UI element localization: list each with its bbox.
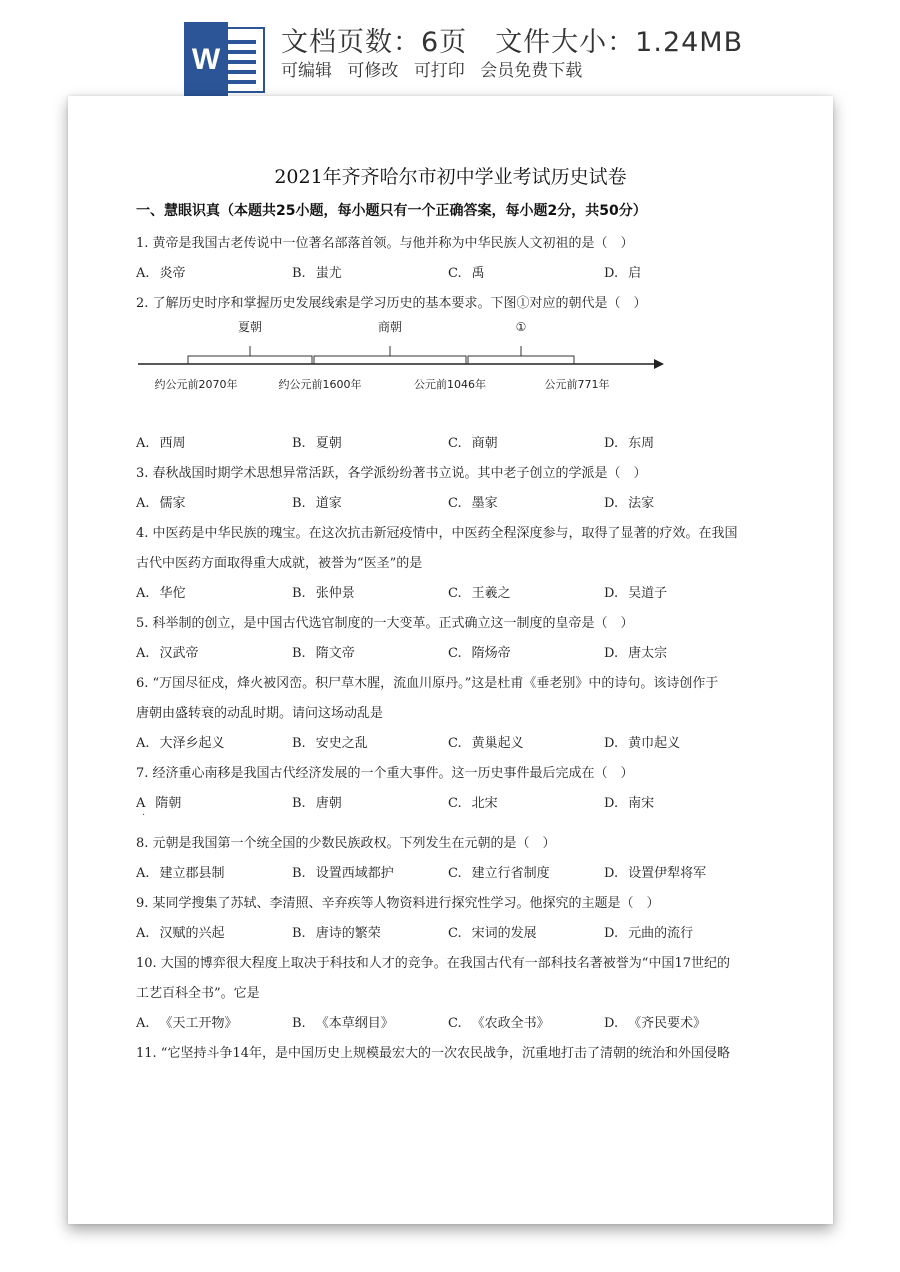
question-4-cont: 古代中医药方面取得重大成就，被誉为“医圣”的是 [136, 556, 423, 571]
options-5 [136, 642, 756, 662]
tag-member-download: 会员免费下载 [480, 61, 583, 81]
question-5: 5. 科举制的创立，是中国古代选官制度的一大变革。正式确立这一制度的皇帝是（ ） [136, 616, 634, 631]
tag-modifiable: 可修改 [347, 61, 399, 81]
option-a: A. 汉武帝 [136, 646, 199, 661]
timeline-date-4: 公元前771年 [544, 378, 610, 391]
stray-dot: · [142, 810, 146, 821]
timeline-period-xia: 夏朝 [237, 320, 263, 334]
svg-text:W: W [191, 43, 221, 76]
question-6: 6. “万国尽征戍，烽火被冈峦。积尸草木腥，流血川原丹。”这是杜甫《垂老别》中的诗句。该诗创作于 [136, 676, 719, 691]
options-9 [136, 922, 756, 942]
option-b: B. 《本草纲目》 [292, 1016, 394, 1031]
option-b: B. 张仲景 [292, 586, 355, 601]
option-d: D. 吴道子 [604, 586, 668, 601]
option-b: B. 蚩尤 [292, 266, 342, 281]
option-b: B. 设置西域都护 [292, 866, 394, 881]
option-c: C. 禹 [448, 266, 485, 281]
question-4: 4. 中医药是中华民族的瑰宝。在这次抗击新冠疫情中，中医药全程深度参与，取得了显著的疗效。在我国 [136, 526, 738, 541]
section-heading: 一、慧眼识真（本题共25小题，每小题只有一个正确答案，每小题2分，共50分） [136, 203, 647, 219]
option-d: D. 东周 [604, 436, 655, 451]
question-3: 3. 春秋战国时期学术思想异常活跃，各学派纷纷著书立说。其中老子创立的学派是（ ） [136, 466, 647, 481]
question-1: 1. 黄帝是我国古老传说中一位著名部落首领。与他并称为中华民族人文初祖的是（ ） [136, 236, 634, 251]
file-info [281, 20, 743, 59]
option-d: D. 设置伊犁将军 [604, 866, 707, 881]
dynasty-timeline [136, 314, 676, 394]
options-6 [136, 732, 756, 752]
document-page [68, 96, 833, 1224]
question-11: 11. “它坚持斗争14年，是中国历史上规模最宏大的一次农民战争，沉重地打击了清朝的统治和外国侵略 [136, 1046, 730, 1061]
page-count: 文档页数：6页 [281, 27, 468, 58]
option-d: D. 法家 [604, 496, 655, 511]
option-c: C. 王羲之 [448, 586, 511, 601]
option-a: A. 大泽乡起义 [136, 736, 225, 751]
feature-tags [281, 56, 592, 81]
question-10: 10. 大国的博弈很大程度上取决于科技和人才的竞争。在我国古代有一部科技名著被誉为“中国17世纪的 [136, 956, 730, 971]
option-a: A. 西周 [136, 436, 186, 451]
timeline-date-3: 公元前1046年 [414, 378, 486, 391]
option-d: D. 元曲的流行 [604, 926, 694, 941]
option-a: A. 华佗 [136, 586, 186, 601]
options-7 [136, 792, 756, 812]
options-2 [136, 432, 756, 452]
option-a: A. 儒家 [136, 496, 186, 511]
option-a: A. 炎帝 [136, 266, 186, 281]
option-a: A. 建立郡县制 [136, 866, 225, 881]
option-b: B. 唐朝 [292, 796, 342, 811]
option-c: C. 墨家 [448, 496, 498, 511]
question-2: 2. 了解历史时序和掌握历史发展线索是学习历史的基本要求。下图①对应的朝代是（ ） [136, 296, 647, 311]
option-b: B. 隋文帝 [292, 646, 355, 661]
question-10-cont: 工艺百科全书”。它是 [136, 986, 260, 1001]
option-b: B. 安史之乱 [292, 736, 368, 751]
option-a: A. 《天工开物》 [136, 1016, 238, 1031]
option-c: C. 商朝 [448, 436, 498, 451]
options-3 [136, 492, 756, 512]
option-b: B. 道家 [292, 496, 342, 511]
option-d: D. 南宋 [604, 796, 655, 811]
option-d: D. 黄巾起义 [604, 736, 681, 751]
download-banner [0, 0, 900, 100]
option-c: C. 建立行省制度 [448, 866, 550, 881]
page-title: 2021年齐齐哈尔市初中学业考试历史试卷 [274, 166, 627, 188]
options-1 [136, 262, 756, 282]
option-c: C. 黄巢起义 [448, 736, 524, 751]
file-size: 文件大小：1.24MB [495, 27, 744, 58]
option-a: A 隋朝 [136, 796, 182, 811]
tag-printable: 可打印 [413, 61, 465, 81]
option-c: C. 宋词的发展 [448, 926, 537, 941]
timeline-date-1: 约公元前2070年 [154, 378, 238, 391]
option-b: B. 夏朝 [292, 436, 342, 451]
question-7: 7. 经济重心南移是我国古代经济发展的一个重大事件。这一历史事件最后完成在（ ） [136, 766, 634, 781]
timeline-period-shang: 商朝 [377, 320, 403, 334]
options-8 [136, 862, 756, 882]
option-a: A. 汉赋的兴起 [136, 926, 225, 941]
question-8: 8. 元朝是我国第一个统全国的少数民族政权。下列发生在元朝的是（ ） [136, 836, 556, 851]
option-d: D. 启 [604, 266, 642, 281]
option-d: D. 《齐民要术》 [604, 1016, 707, 1031]
option-c: C. 北宋 [448, 796, 498, 811]
timeline-period-unknown: ① [515, 320, 527, 334]
word-document-icon [184, 22, 266, 96]
question-9: 9. 某同学搜集了苏轼、李清照、辛弃疾等人物资料进行探究性学习。他探究的主题是（ ） [136, 896, 660, 911]
tag-editable: 可编辑 [281, 61, 332, 81]
options-10 [136, 1012, 756, 1032]
options-4 [136, 582, 756, 602]
option-b: B. 唐诗的繁荣 [292, 926, 381, 941]
option-d: D. 唐太宗 [604, 646, 668, 661]
timeline-date-2: 约公元前1600年 [278, 378, 362, 391]
option-c: C. 《农政全书》 [448, 1016, 550, 1031]
question-6-cont: 唐朝由盛转衰的动乱时期。请问这场动乱是 [136, 706, 384, 721]
option-c: C. 隋炀帝 [448, 646, 511, 661]
